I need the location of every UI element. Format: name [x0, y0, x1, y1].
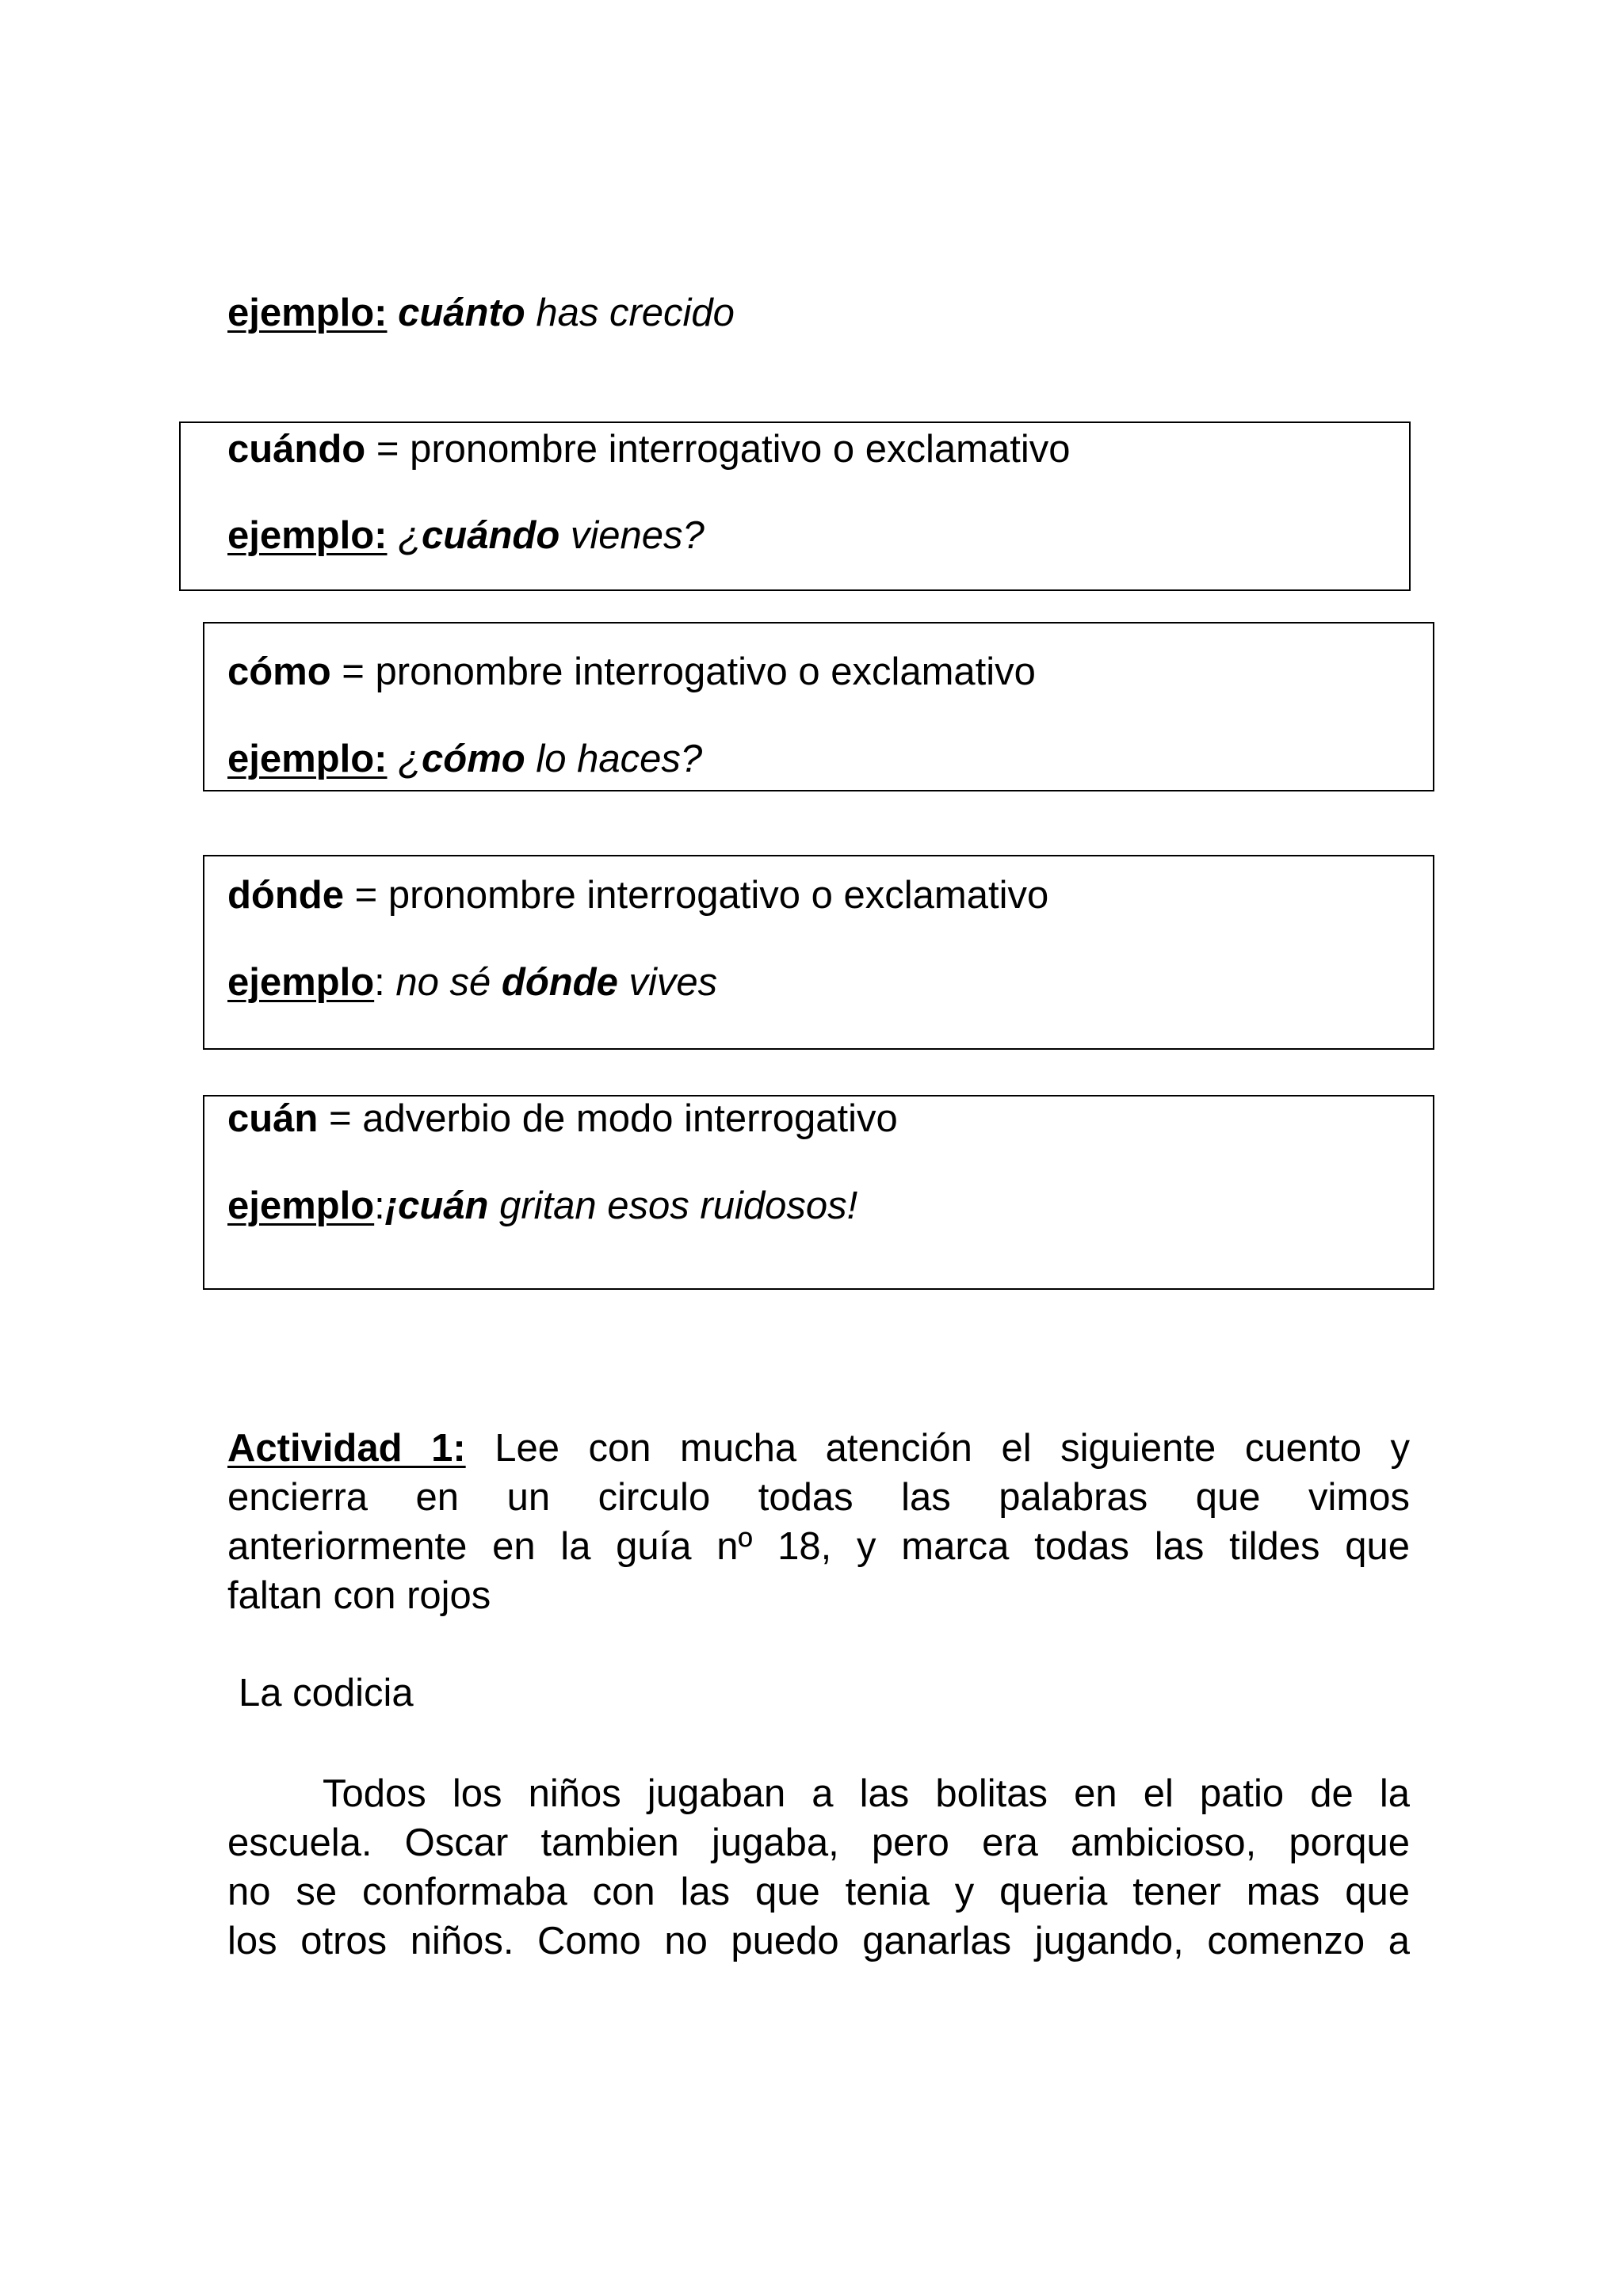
example-pre: ¿ [387, 514, 422, 557]
example-line [227, 1182, 857, 1230]
story-paragraph [227, 1769, 1410, 1966]
example-label: ejemplo [227, 961, 375, 1004]
example-label: ejemplo: [227, 292, 388, 334]
activity-line-2: encierra en un circulo todas las palabras que vimos [227, 1476, 1410, 1519]
term: cuándo [227, 428, 366, 471]
example-pre: ¿ [387, 738, 422, 780]
example-colon: : [374, 961, 396, 1004]
term: cuán [227, 1097, 319, 1140]
activity-paragraph [227, 1424, 1410, 1620]
example-post: vienes? [559, 514, 705, 557]
story-line-2: escuela. Oscar tambien jugaba, pero era ambicioso, porque [227, 1821, 1410, 1864]
example-rest: has crecido [525, 292, 735, 334]
definition: = pronombre interrogativo o exclamativo [330, 650, 1036, 693]
activity-text: Lee con mucha atención el siguiente cuento y [465, 1427, 1410, 1470]
definition-line [227, 425, 1070, 473]
story-text: Todos los niños jugaban a las bolitas en el patio de la [323, 1772, 1410, 1815]
example-post: vives [617, 961, 718, 1004]
example-word: cuán [398, 1184, 489, 1227]
top-example-line [227, 289, 735, 337]
example-label: ejemplo [227, 1184, 375, 1227]
example-line [227, 512, 705, 559]
activity-label: Actividad 1: [227, 1427, 466, 1470]
example-word: cuándo [422, 514, 560, 557]
example-post: gritan esos ruidosos! [488, 1184, 858, 1227]
example-label: ejemplo: [227, 738, 388, 780]
example-line [227, 959, 717, 1006]
example-colon: : [374, 1184, 385, 1227]
example-word: cuánto [398, 292, 525, 334]
story-line-3: no se conformaba con las que tenia y queria tener mas que [227, 1871, 1410, 1913]
example-word: dónde [501, 961, 618, 1004]
example-pre: no sé [395, 961, 502, 1004]
term: cómo [227, 650, 331, 693]
activity-line-1 [227, 1424, 1410, 1473]
example-post: lo haces? [525, 738, 703, 780]
definition-line [227, 648, 1036, 696]
term: dónde [227, 874, 344, 917]
example-word: cómo [422, 738, 525, 780]
definition-line [227, 871, 1048, 919]
story-title: La codicia [239, 1672, 414, 1714]
activity-line-3: anteriormente en la guía nº 18, y marca todas las tildes que [227, 1525, 1410, 1568]
example-line [227, 735, 702, 783]
definition-line [227, 1095, 898, 1142]
definition: = pronombre interrogativo o exclamativo [365, 428, 1071, 471]
definition: = adverbio de modo interrogativo [318, 1097, 898, 1140]
activity-line-4: faltan con rojos [227, 1574, 491, 1617]
story-line-4: los otros niños. Como no puedo ganarlas jugando, comenzo a [227, 1920, 1410, 1962]
example-label: ejemplo: [227, 514, 388, 557]
definition: = pronombre interrogativo o exclamativo [343, 874, 1049, 917]
story-line-1 [227, 1769, 1410, 1818]
example-pre: ¡ [384, 1184, 399, 1227]
